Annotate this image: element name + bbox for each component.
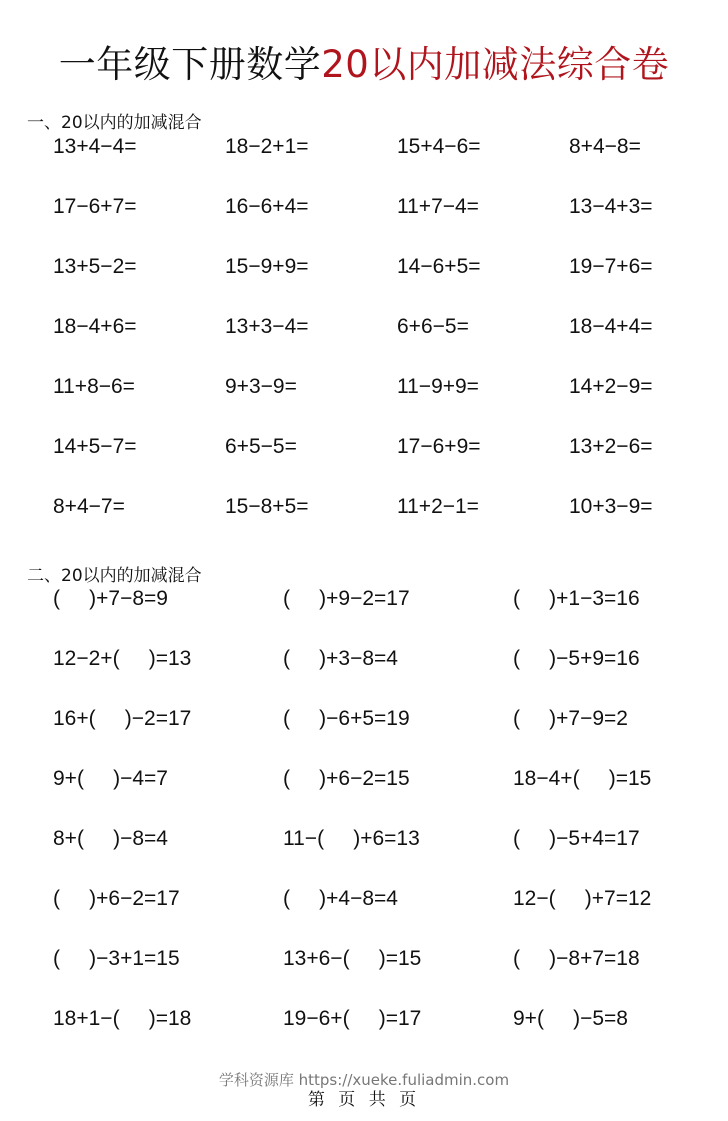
problem-row [0,255,728,285]
problem: 12−( )+7=12 [513,887,652,910]
problem: 11+8−6= [53,375,135,398]
problem: 11+2−1= [397,495,479,518]
problem: 13+2−6= [569,435,653,458]
problem-row [0,587,728,617]
problem: 6+6−5= [397,315,469,338]
problem: 11+7−4= [397,195,479,218]
problem: 18+1−( )=18 [53,1007,192,1030]
problem: 11−( )+6=13 [283,827,420,850]
title-topic: 20以内加减法综合卷 [321,43,670,86]
problem-row [0,435,728,465]
problem: 13−4+3= [569,195,653,218]
problem-row [0,707,728,737]
problem: ( )+6−2=17 [53,887,180,910]
problem: 14+2−9= [569,375,653,398]
problem: ( )+3−8=4 [283,647,398,670]
problem-row [0,647,728,677]
problem: ( )+1−3=16 [513,587,640,610]
title-grade: 一年级下册数学 [58,43,322,86]
problem: 18−4+6= [53,315,137,338]
problem-row [0,887,728,917]
problem: 15+4−6= [397,135,481,158]
problem: 17−6+9= [397,435,481,458]
problem: ( )+6−2=15 [283,767,410,790]
problem: 15−9+9= [225,255,309,278]
problem: 9+( )−4=7 [53,767,168,790]
problem: 16−6+4= [225,195,309,218]
problem: 12−2+( )=13 [53,647,192,670]
problem: 13+3−4= [225,315,309,338]
problem: ( )−5+9=16 [513,647,640,670]
problem: 8+4−7= [53,495,125,518]
problem: 9+( )−5=8 [513,1007,628,1030]
problem-row [0,315,728,345]
source-watermark: 学科资源库 https://xueke.fuliadmin.com [218,1071,510,1089]
problem: 13+4−4= [53,135,137,158]
problem: 19−7+6= [569,255,653,278]
problem: 18−2+1= [225,135,309,158]
problem: ( )−8+7=18 [513,947,640,970]
page-title [0,34,728,88]
problem-row [0,827,728,857]
problem: 16+( )−2=17 [53,707,192,730]
problem: ( )+9−2=17 [283,587,410,610]
problem: ( )−5+4=17 [513,827,640,850]
problem: 11−9+9= [397,375,479,398]
problem-row [0,495,728,525]
problem-row [0,947,728,977]
problem: 14−6+5= [397,255,481,278]
problem: ( )+7−8=9 [53,587,168,610]
problem: 15−8+5= [225,495,309,518]
problem: 18−4+4= [569,315,653,338]
problem: 10+3−9= [569,495,653,518]
section-1-heading: 一、20以内的加减混合 [27,113,202,133]
problem: 8+4−8= [569,135,641,158]
problem: ( )+7−9=2 [513,707,628,730]
problem: ( )−6+5=19 [283,707,410,730]
problem: 9+3−9= [225,375,297,398]
problem: ( )−3+1=15 [53,947,180,970]
section-2-heading: 二、20以内的加减混合 [27,566,202,586]
problem: ( )+4−8=4 [283,887,398,910]
problem: 19−6+( )=17 [283,1007,422,1030]
problem-row [0,1007,728,1037]
page-number: 第 页 共 页 [307,1090,421,1110]
problem: 13+6−( )=15 [283,947,422,970]
problem-row [0,375,728,405]
problem-row [0,195,728,225]
problem: 13+5−2= [53,255,137,278]
problem-row [0,135,728,165]
problem: 8+( )−8=4 [53,827,168,850]
problem: 18−4+( )=15 [513,767,652,790]
problem-row [0,767,728,797]
problem: 6+5−5= [225,435,297,458]
problem: 17−6+7= [53,195,137,218]
problem: 14+5−7= [53,435,137,458]
